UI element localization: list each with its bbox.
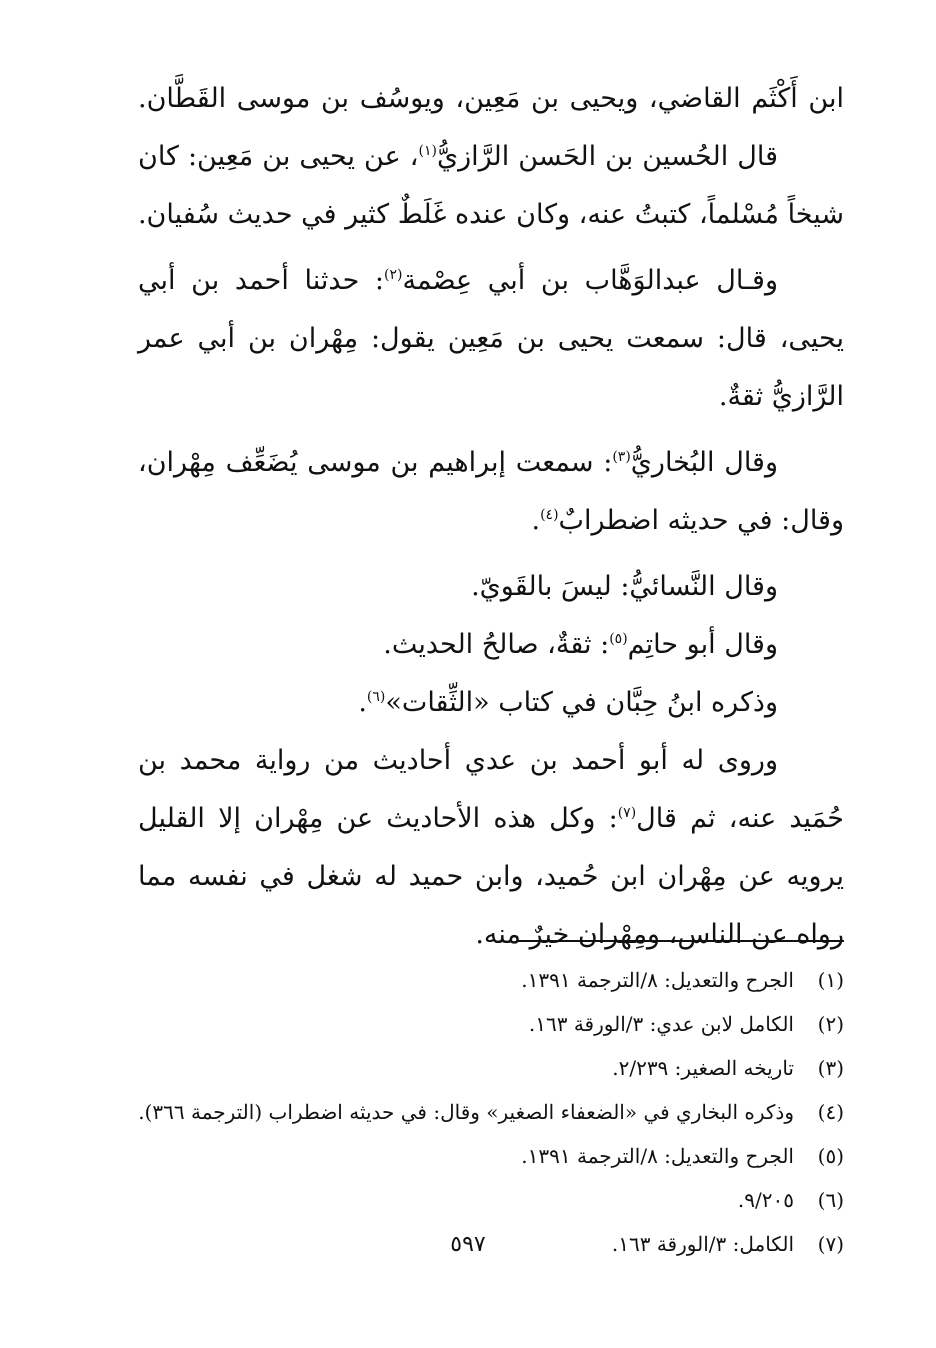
text-line: وقال أبو حاتِم$^{(٥)}$: ثقةٌ، صالحُ الحديث. <box>383 629 778 660</box>
footnote-item <box>138 1090 844 1134</box>
text-line: رواه عن الناس، ومِهْران خيرٌ منه. <box>475 919 844 950</box>
footnote-item <box>150 1134 844 1178</box>
footnote-number: (٢) <box>817 1012 844 1036</box>
text-line: ابن أَكْثَم القاضي، ويحيى بن مَعِين، ويوسُف بن موسى القَطَّان. <box>138 83 844 114</box>
footnote-number: (١) <box>817 968 844 992</box>
footnote-ref: (٢) <box>384 267 403 283</box>
text-line: وقـال عبدالوَهَّاب بن أبي عِصْمة$^{(٢)}$: حدثنا أحمد بن أبي <box>138 265 778 296</box>
footnote-text: ٩/٢٠٥. <box>737 1188 794 1212</box>
main-text <box>138 70 844 964</box>
text-line: حُمَيد عنه، ثم قال$^{(٧)}$: وكل هذه الأحاديث عن مِهْران إلا القليل <box>138 803 844 834</box>
text-line: قال الحُسين بن الحَسن الرَّازيُّ$^{(١)}$، عن يحيى بن مَعِين: كان <box>138 141 779 172</box>
footnote-text: الجرح والتعديل: ٨/الترجمة ١٣٩١. <box>521 968 794 992</box>
footnote-text: وذكره البخاري في «الضعفاء الصغير» وقال: في حديثه اضطراب (الترجمة ٣٦٦). <box>138 1100 794 1124</box>
footnote-ref: (٧) <box>617 805 637 821</box>
footnote-number: (٥) <box>817 1144 844 1168</box>
footnotes <box>138 958 844 1266</box>
text-line: وقال: في حديثه اضطرابٌ$^{(٤)}$. <box>531 505 844 536</box>
footnote-text: الكامل: ٣/الورقة ١٦٣. <box>611 1232 794 1256</box>
text-line: وروى له أبو أحمد بن عدي أحاديث من رواية محمد بن <box>138 745 778 776</box>
text-line: يرويه عن مِهْران ابن حُميد، وابن حميد له شغل في نفسه مما <box>138 861 844 892</box>
footnote-item <box>150 1002 844 1046</box>
footnote-ref: (٤) <box>540 507 559 523</box>
text-line: وقال البُخاريُّ$^{(٣)}$: سمعت إبراهيم بن موسى يُضَعِّف مِهْران، <box>138 447 778 478</box>
footnote-ref: (٣) <box>612 449 631 465</box>
footnote-text: الجرح والتعديل: ٨/الترجمة ١٣٩١. <box>521 1144 794 1168</box>
text-line: وقال النَّسائيُّ: ليسَ بالقَويّ. <box>471 571 778 602</box>
footnote-item <box>150 1046 844 1090</box>
footnote-number: (٣) <box>817 1056 844 1080</box>
text-line: الرَّازيُّ ثقةٌ. <box>718 381 844 412</box>
footnote-number: (٧) <box>817 1232 844 1256</box>
footnote-divider <box>518 940 844 942</box>
footnote-number: (٦) <box>817 1188 844 1212</box>
footnote-item <box>150 1178 844 1222</box>
footnote-text: تاريخه الصغير: ٢/٢٣٩. <box>612 1056 794 1080</box>
page-number: ٥٩٧ <box>450 1232 486 1257</box>
footnote-ref: (١) <box>418 143 437 159</box>
text-line: شيخاً مُسْلماً، كتبتُ عنه، وكان عنده غَلَطٌ كثير في حديث سُفيان. <box>137 199 844 230</box>
text-line: يحيى، قال: سمعت يحيى بن مَعِين يقول: مِهْران بن أبي عمر <box>138 323 844 354</box>
footnote-ref: (٥) <box>609 631 628 647</box>
text-line: وذكره ابنُ حِبَّان في كتاب «الثِّقات»$^{(٦)}$. <box>358 687 778 718</box>
footnote-number: (٤) <box>817 1100 844 1124</box>
footnote-ref: (٦) <box>366 689 386 705</box>
footnote-item <box>150 958 844 1002</box>
footnote-text: الكامل لابن عدي: ٣/الورقة ١٦٣. <box>528 1012 794 1036</box>
